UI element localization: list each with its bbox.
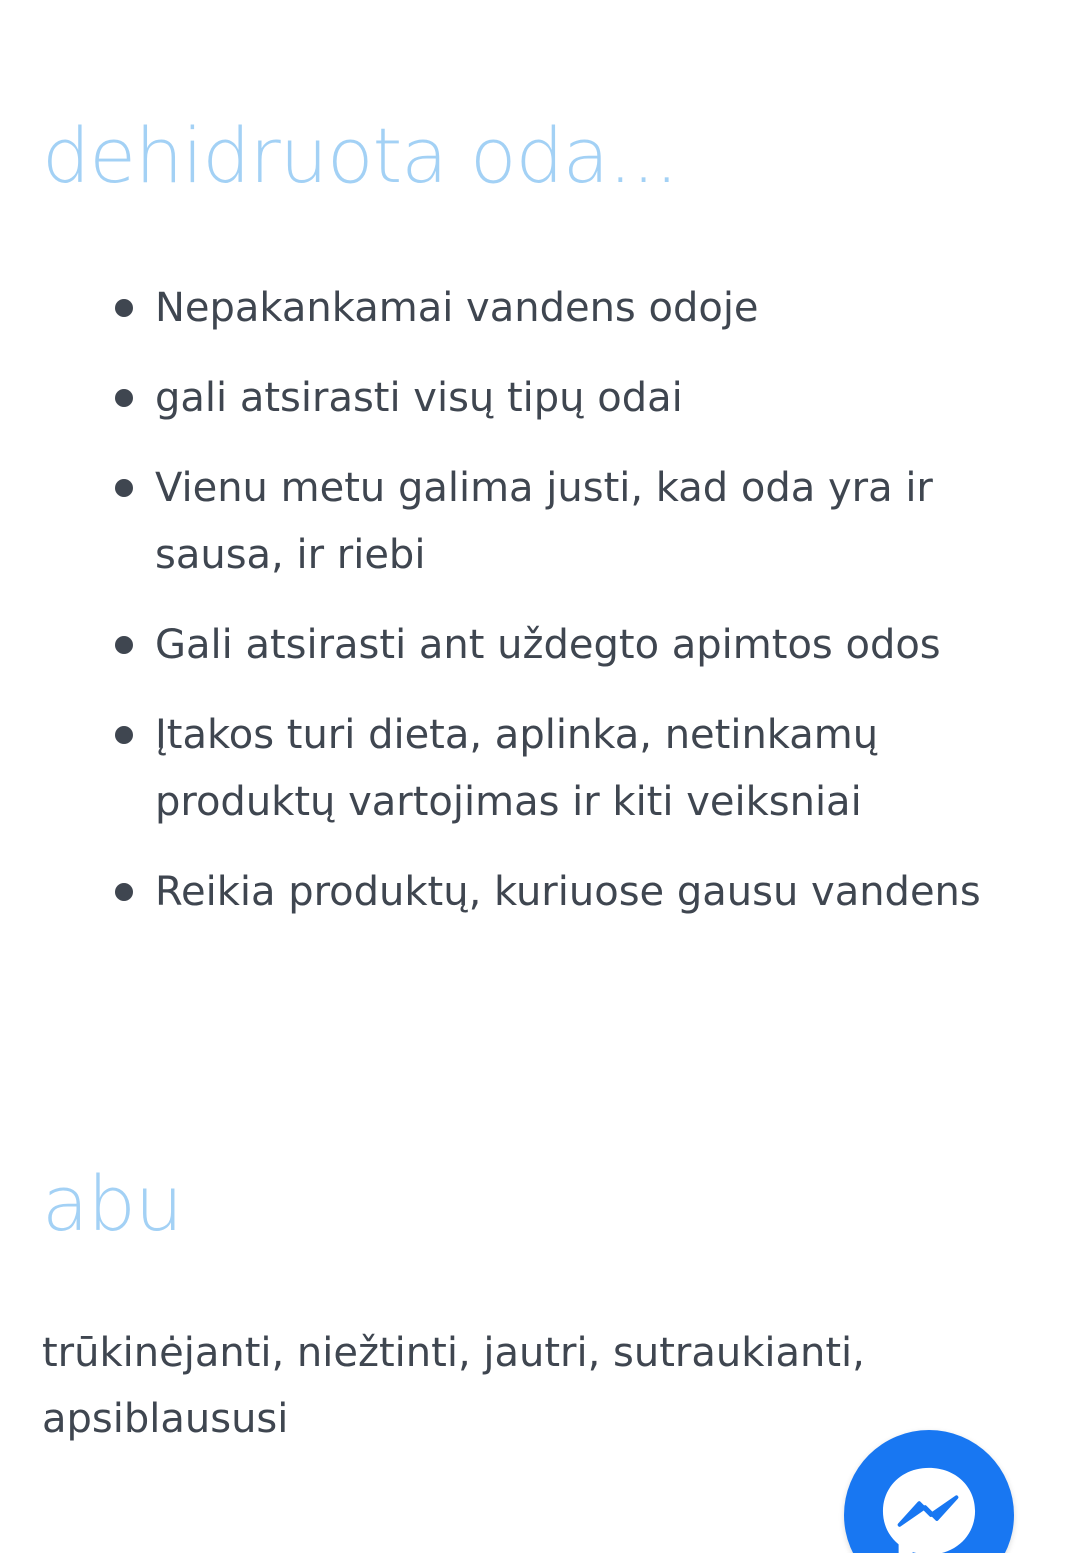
section-heading-abu: abu — [42, 1159, 182, 1248]
bullet-dot — [115, 299, 133, 317]
bullet-dot — [115, 479, 133, 497]
list-item — [155, 859, 1050, 926]
list-item — [155, 702, 1050, 836]
list-item-text: Vienu metu galima justi, kad oda yra ir sausa, ir riebi — [155, 465, 933, 578]
list-item — [155, 365, 1050, 432]
bullet-dot — [115, 726, 133, 744]
list-item-text: Įtakos turi dieta, aplinka, netinkamų produktų vartojimas ir kiti veiksniai — [155, 712, 879, 825]
list-item-text: Reikia produktų, kuriuose gausu vandens — [155, 869, 981, 915]
list-item-text: gali atsirasti visų tipų odai — [155, 375, 683, 421]
list-item-text: Gali atsirasti ant uždegto apimtos odos — [155, 622, 941, 668]
bullet-dot — [115, 883, 133, 901]
list-item — [155, 612, 1050, 679]
bullet-list — [155, 275, 1050, 949]
messenger-icon — [880, 1464, 978, 1553]
section-paragraph: trūkinėjanti, niežtinti, jautri, sutraukianti, apsiblaususi — [42, 1330, 865, 1442]
bullet-dot — [115, 389, 133, 407]
section-heading-dehidruota-oda: dehidruota oda... — [42, 111, 678, 200]
list-item — [155, 275, 1050, 342]
list-item — [155, 455, 1050, 589]
list-item-text: Nepakankamai vandens odoje — [155, 285, 759, 331]
bullet-dot — [115, 636, 133, 654]
